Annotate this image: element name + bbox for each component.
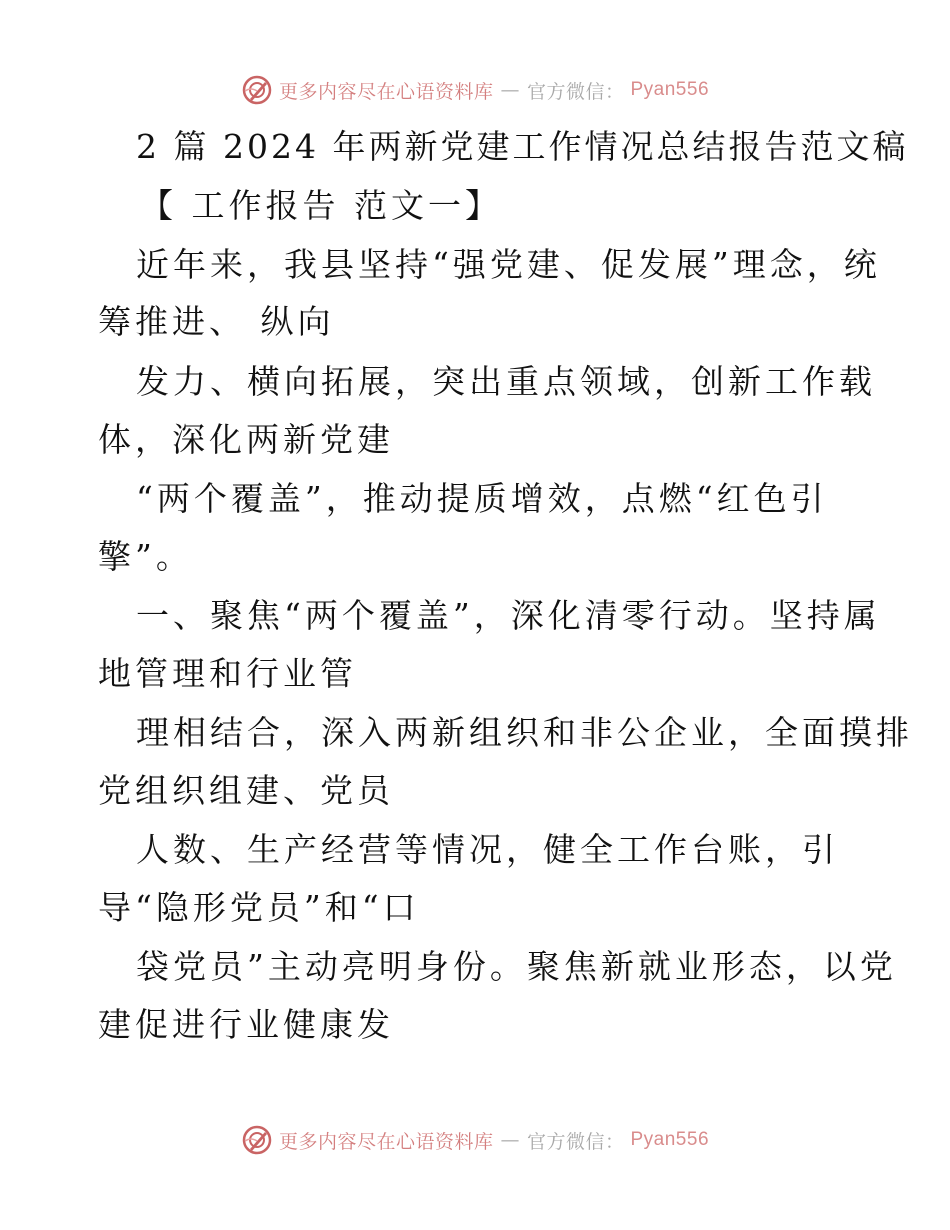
watermark-separator: —	[500, 79, 520, 101]
header-watermark	[0, 70, 950, 110]
watermark-content	[241, 74, 709, 106]
paragraph-line: 一、聚焦“两个覆盖”，深化清零行动。坚持属	[136, 596, 881, 635]
footer-watermark	[0, 1120, 950, 1160]
paragraph-line: 筹推进、 纵向	[98, 302, 335, 341]
brand-logo-icon	[241, 74, 273, 106]
brand-logo-icon	[241, 1124, 273, 1156]
paragraph-line: 袋党员”主动亮明身份。聚焦新就业形态，以党	[136, 947, 897, 986]
paragraph-line: 擎”。	[98, 537, 193, 576]
paragraph-line: 理相结合，深入两新组织和非公企业，全面摸排	[136, 713, 913, 752]
paragraph-line: 地管理和行业管	[98, 654, 357, 693]
document-subtitle: 【 工作报告 范文一】	[140, 186, 502, 225]
paragraph-line: 导“隐形党员”和“口	[98, 888, 420, 927]
watermark-wechat-id: Pyan556	[630, 1129, 710, 1150]
watermark-wechat-id: Pyan556	[630, 79, 710, 100]
watermark-brand-text: 更多内容尽在心语资料库	[278, 80, 494, 103]
watermark-separator: —	[500, 1129, 520, 1151]
watermark-content	[241, 1124, 709, 1156]
paragraph-line: 人数、生产经营等情况，健全工作台账，引	[136, 830, 839, 869]
watermark-wechat-label: 官方微信：	[526, 1130, 625, 1153]
document-title: 2 篇 2024 年两新党建工作情况总结报告范文稿	[136, 127, 909, 166]
paragraph-line: 近年来，我县坚持“强党建、促发展”理念，统	[136, 245, 881, 284]
paragraph-line: 发力、横向拓展，突出重点领域，创新工作载	[136, 362, 876, 401]
watermark-wechat-label: 官方微信：	[526, 80, 625, 103]
paragraph-line: 党组织组建、党员	[98, 771, 394, 810]
watermark-brand-text: 更多内容尽在心语资料库	[278, 1130, 494, 1153]
paragraph-line: 建促进行业健康发	[98, 1005, 394, 1044]
paragraph-line: 体，深化两新党建	[98, 420, 394, 459]
paragraph-line: “两个覆盖”，推动提质增效，点燃“红色引	[136, 479, 828, 518]
